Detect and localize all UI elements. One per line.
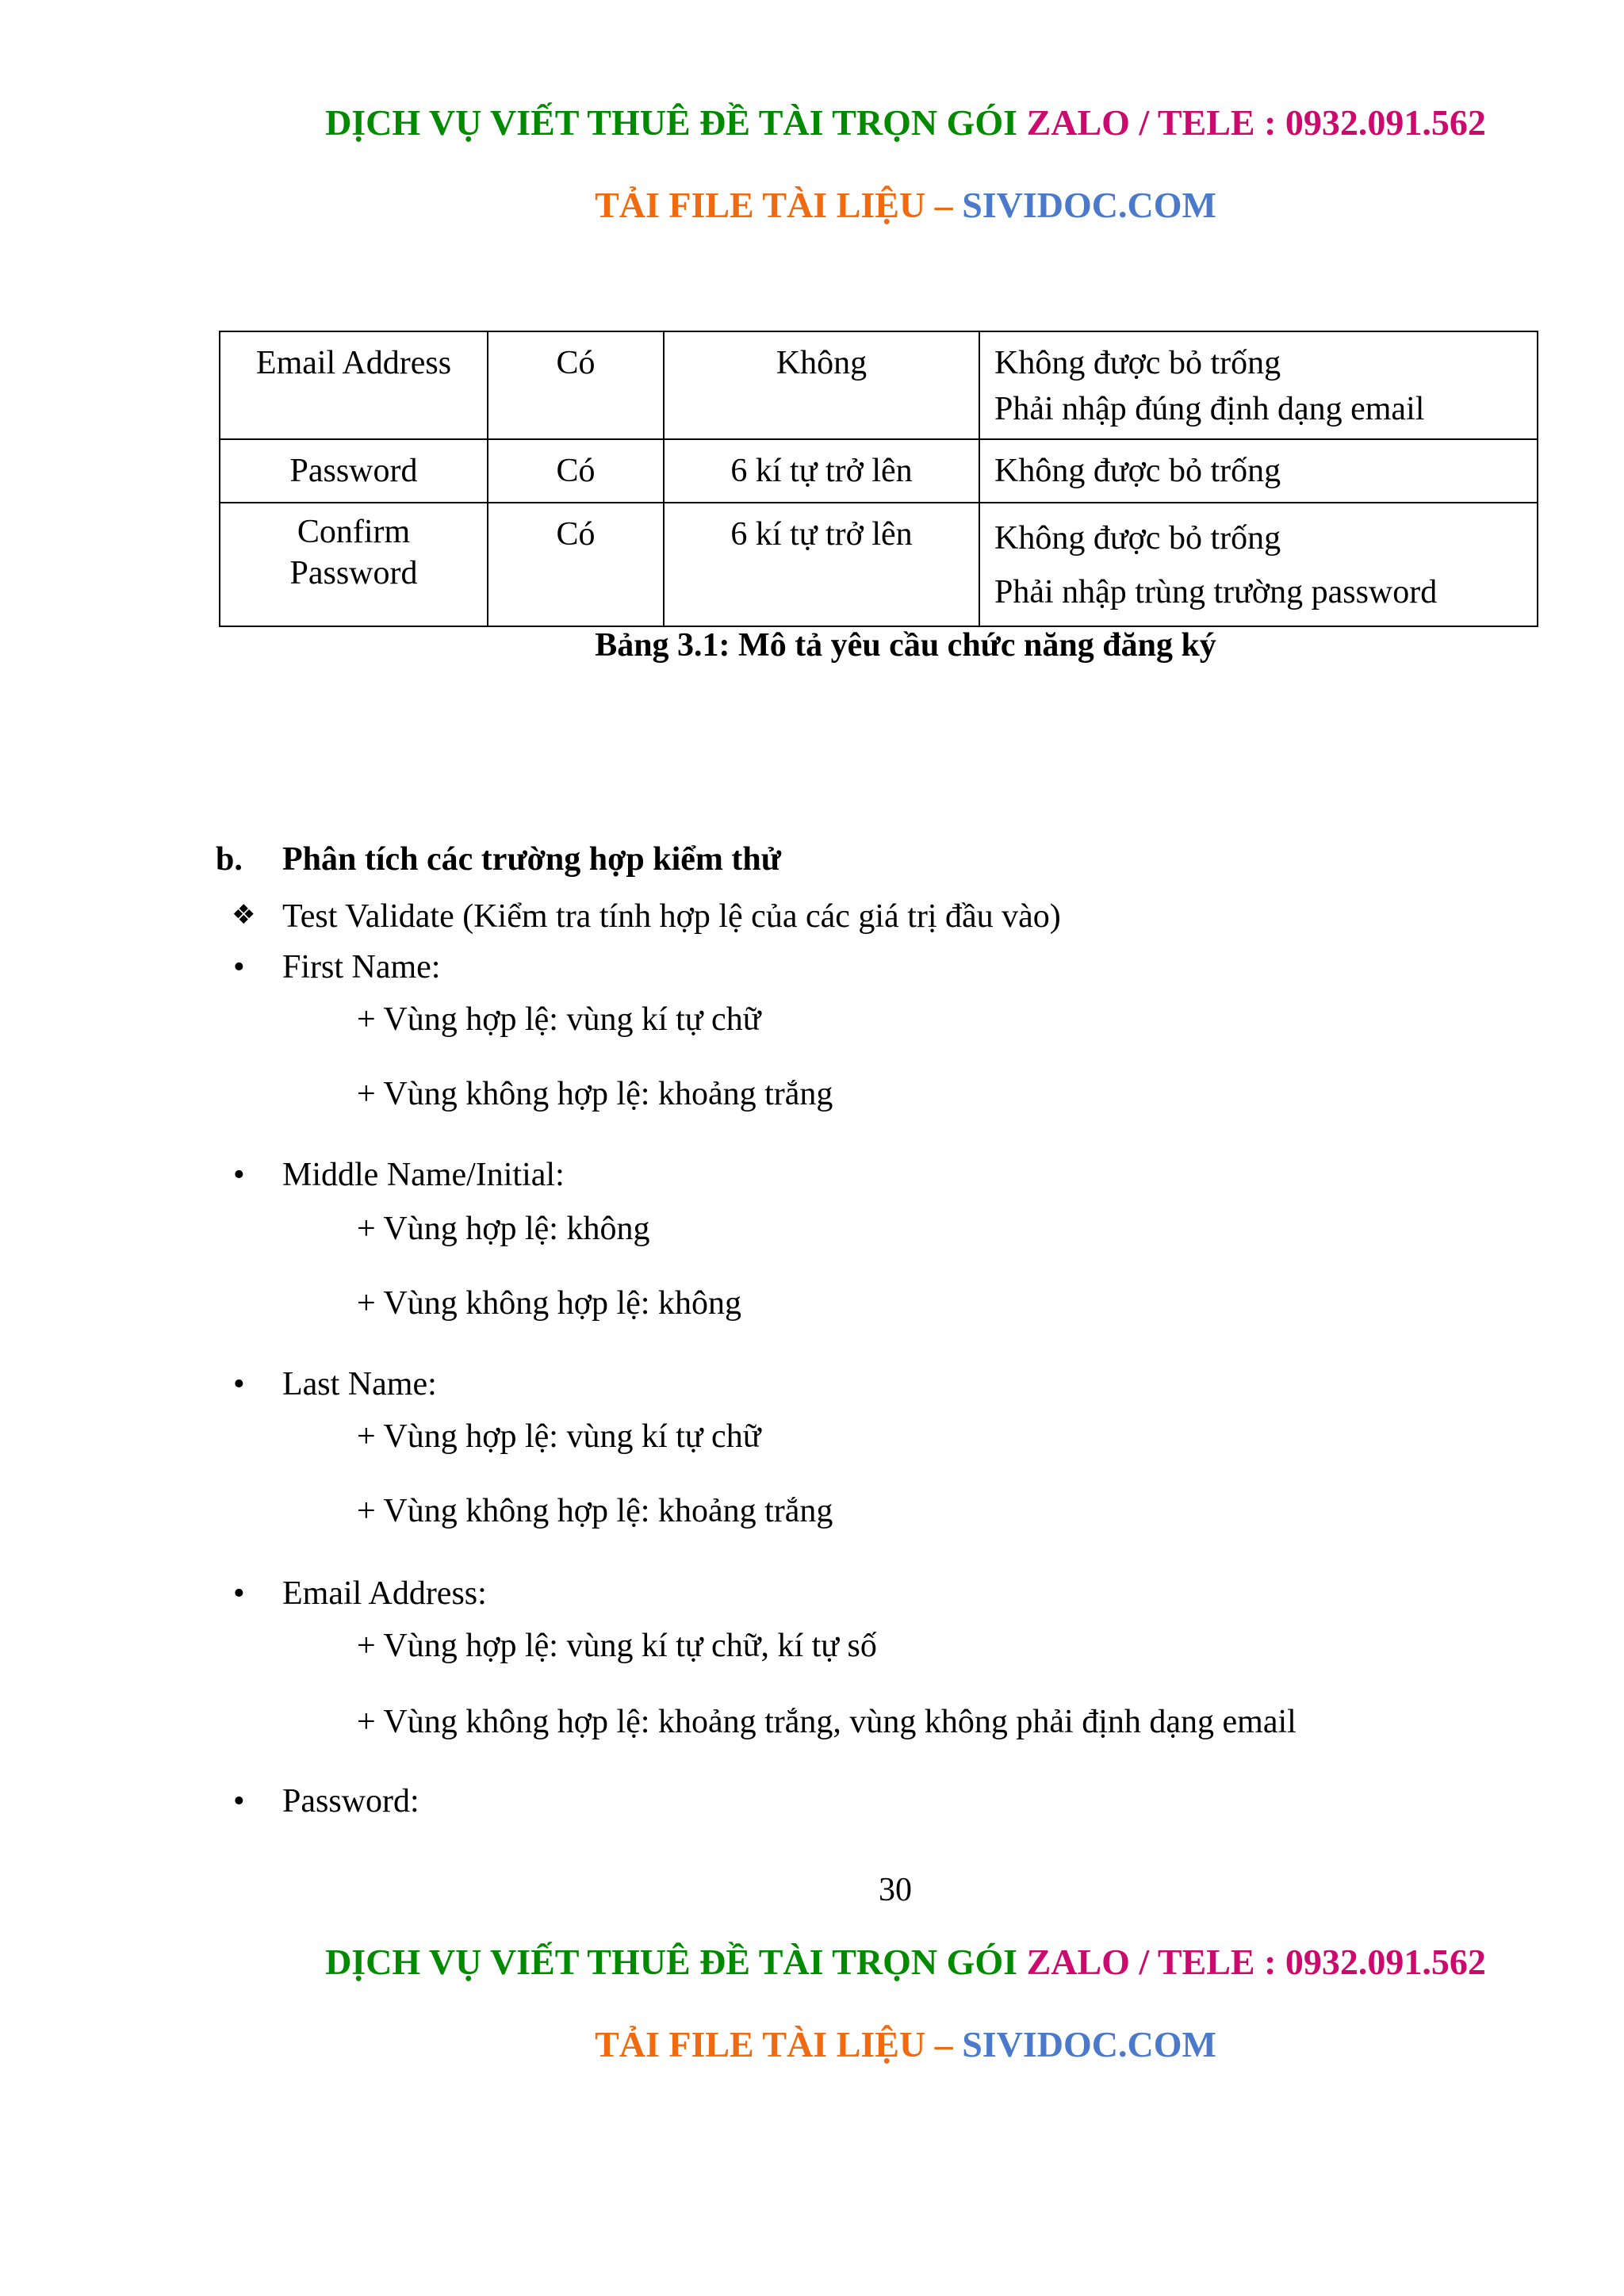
bullet-icon: • bbox=[233, 949, 245, 985]
site-link[interactable]: SIVIDOC.COM bbox=[962, 185, 1216, 225]
valid-range-text: + Vùng hợp lệ: vùng kí tự chữ bbox=[357, 1418, 761, 1455]
invalid-range-text: + Vùng không hợp lệ: không bbox=[357, 1285, 741, 1322]
length-cell: 6 kí tự trở lên bbox=[664, 503, 979, 626]
section-label: b. bbox=[216, 841, 243, 878]
header-banner-line2 bbox=[94, 184, 1624, 226]
requirements-table bbox=[219, 331, 1538, 627]
required-cell: Có bbox=[488, 439, 664, 503]
rule-line: Phải nhập đúng định dạng email bbox=[994, 391, 1425, 427]
valid-range-text: + Vùng hợp lệ: vùng kí tự chữ, kí tự số bbox=[357, 1628, 877, 1664]
table-row bbox=[220, 503, 1538, 626]
rule-line: Không được bỏ trống bbox=[994, 345, 1281, 381]
section-heading: Phân tích các trường hợp kiểm thử bbox=[282, 841, 781, 878]
bullet-icon: • bbox=[233, 1157, 245, 1193]
download-text: TẢI FILE TÀI LIỆU – bbox=[595, 2024, 953, 2064]
bullet-icon: • bbox=[233, 1575, 245, 1612]
footer-banner-line2 bbox=[94, 2023, 1624, 2065]
test-validate-text: Test Validate (Kiểm tra tính hợp lệ của các giá trị đầu vào) bbox=[282, 898, 1061, 935]
valid-range-text: + Vùng hợp lệ: không bbox=[357, 1211, 650, 1247]
list-item-label: Middle Name/Initial: bbox=[282, 1157, 565, 1193]
invalid-range-text: + Vùng không hợp lệ: khoảng trắng bbox=[357, 1076, 833, 1112]
list-item-label: Password: bbox=[282, 1783, 419, 1820]
bullet-icon: • bbox=[233, 1366, 245, 1402]
bullet-icon: • bbox=[233, 1783, 245, 1820]
invalid-range-text: + Vùng không hợp lệ: khoảng trắng bbox=[357, 1493, 833, 1529]
required-cell: Có bbox=[488, 503, 664, 626]
list-item-label: Last Name: bbox=[282, 1366, 437, 1402]
table-row bbox=[220, 331, 1538, 439]
table-caption: Bảng 3.1: Mô tả yêu cầu chức năng đăng ký bbox=[595, 627, 1216, 664]
site-link[interactable]: SIVIDOC.COM bbox=[962, 2024, 1216, 2064]
contact-text: ZALO / TELE : 0932.091.562 bbox=[1026, 102, 1486, 143]
diamond-bullet-icon: ❖ bbox=[232, 899, 256, 931]
rule-line: Phải nhập trùng trường password bbox=[994, 574, 1438, 610]
invalid-range-text: + Vùng không hợp lệ: khoảng trắng, vùng không phải định dạng email bbox=[357, 1704, 1297, 1740]
field-cell: Email Address bbox=[220, 331, 488, 439]
rule-cell bbox=[979, 331, 1538, 439]
length-cell: Không bbox=[664, 331, 979, 439]
list-item-label: Email Address: bbox=[282, 1575, 487, 1612]
rule-line: Không được bỏ trống bbox=[994, 453, 1281, 489]
valid-range-text: + Vùng hợp lệ: vùng kí tự chữ bbox=[357, 1001, 761, 1038]
list-item-label: First Name: bbox=[282, 949, 441, 985]
rule-cell bbox=[979, 503, 1538, 626]
download-text: TẢI FILE TÀI LIỆU – bbox=[595, 185, 953, 225]
rule-cell bbox=[979, 439, 1538, 503]
contact-text: ZALO / TELE : 0932.091.562 bbox=[1026, 1942, 1486, 1982]
footer-banner-line1 bbox=[94, 1941, 1624, 1983]
service-text: DỊCH VỤ VIẾT THUÊ ĐỀ TÀI TRỌN GÓI bbox=[325, 1942, 1018, 1982]
page-number: 30 bbox=[879, 1872, 912, 1908]
service-text: DỊCH VỤ VIẾT THUÊ ĐỀ TÀI TRỌN GÓI bbox=[325, 102, 1018, 143]
table-row bbox=[220, 439, 1538, 503]
required-cell: Có bbox=[488, 331, 664, 439]
length-cell: 6 kí tự trở lên bbox=[664, 439, 979, 503]
field-cell: Confirm Password bbox=[220, 503, 488, 626]
field-cell: Password bbox=[220, 439, 488, 503]
header-banner-line1 bbox=[94, 101, 1624, 144]
rule-line: Không được bỏ trống bbox=[994, 520, 1281, 557]
